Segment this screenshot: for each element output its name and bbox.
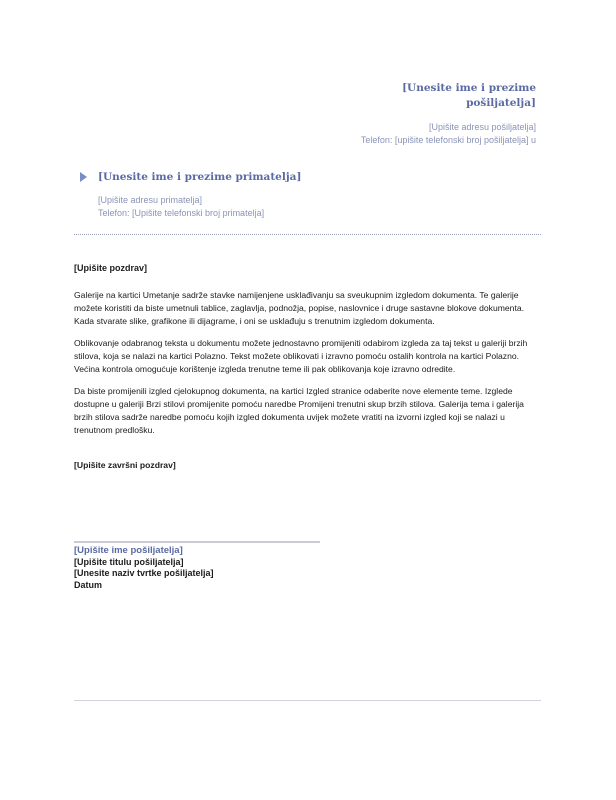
signature-name[interactable]: [Upišite ime pošiljatelja] [74,545,183,556]
recipient-address[interactable]: [Upišite adresu primatelja] [98,195,203,205]
recipient-phone[interactable]: Telefon: [Upišite telefonski broj primatelja] [98,208,265,218]
footer-divider [74,700,541,701]
greeting[interactable]: [Upišite pozdrav] [74,263,148,273]
body-paragraph[interactable]: Oblikovanje odabranog teksta u dokumentu možete jednostavno promijeniti odabirom izgleda za taj tekst u galeriji brzih stilova, koja se nalazi na kartici Polazno. Tekst možete oblikovati i izravno pomoću ostalih kontrola na kartici Polazno. Većina kontrola omogućuje korištenje izgleda trenutne teme ili pak oblikovanja koje izravno odredite. [74,338,528,374]
arrow-marker-icon [80,172,87,182]
signature-line [74,541,320,543]
sender-address[interactable]: [Upišite adresu pošiljatelja] [428,122,536,132]
body-paragraph[interactable]: Galerije na kartici Umetanje sadrže stavke namijenjene usklađivanju sa sveukupnim izgledom dokumenta. Te galerije možete koristiti da biste umetnuli tablice, zaglavlja, podnožja, popise, naslovnice i druge sastavne blokove dokumenta. Kada stvarate slike, grafikone ili dijagrame, i oni se usklađuju s trenutnim izgledom dokumenta. [74,290,524,326]
recipient-block [80,170,480,220]
sender-name[interactable]: [Unesite ime i prezime pošiljatelja] [402,82,536,109]
body-paragraph[interactable]: Da biste promijenili izgled cjelokupnog dokumenta, na kartici Izgled stranice odaberite nove elemente teme. Izglede dostupne u galeriji Brzi stilovi promijenite pomoću naredbe Promijeni trenutni skup brzih stilova. Galerija tema i galerija brzih stilova sadrže naredbe pomoću kojih izgled dokumenta uvijek možete vratiti na izvorni izgled koji se nalazi u trenutnom predlošku. [74,386,524,435]
sender-contact [336,121,536,147]
header-divider [74,234,541,235]
sender-block [336,81,536,147]
recipient-name[interactable]: [Unesite ime i prezime primatelja] [98,171,302,183]
signature-date[interactable]: Datum [74,579,103,590]
signature-company[interactable]: [Unesite naziv tvrtke pošiljatelja] [74,568,214,578]
closing[interactable]: [Upišite završni pozdrav] [74,460,176,470]
sender-phone[interactable]: Telefon: [upišite telefonski broj pošiljatelja] u [360,135,536,145]
letter-body [74,262,540,472]
signature-block [74,545,214,591]
signature-title[interactable]: [Upišite titulu pošiljatelja] [74,556,184,567]
recipient-contact [98,194,480,220]
